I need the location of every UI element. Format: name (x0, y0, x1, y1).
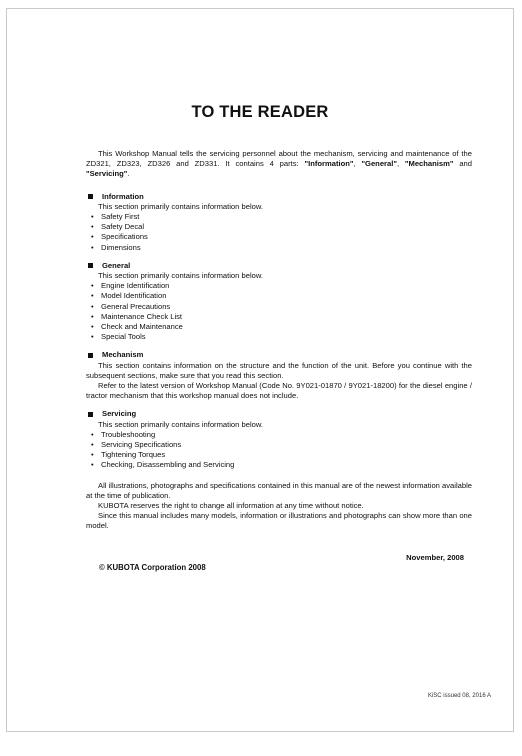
intro-text: This Workshop Manual tells the servicing personnel about the mechanism, servicing and maintenance of the ZD321, ZD323, ZD326 and ZD331. It contains 4 parts: (86, 149, 472, 169)
list-item-text: Special Tools (101, 332, 146, 342)
intro-paragraph (86, 149, 472, 180)
list-item-text: Troubleshooting (101, 429, 156, 439)
section-heading-text: Information (102, 191, 144, 201)
section-heading (86, 350, 472, 360)
list-item-text: Safety First (101, 212, 140, 221)
list-item (86, 232, 472, 242)
intro-end: . (127, 169, 130, 179)
list-item (86, 281, 472, 291)
bullet-icon: • (91, 460, 94, 470)
section-heading (86, 409, 472, 419)
list-item (86, 430, 472, 440)
closing-notes (86, 481, 472, 532)
bullet-icon: • (91, 232, 94, 242)
bullet-icon: • (91, 332, 94, 342)
section-information (86, 192, 472, 253)
section-paragraph: Refer to the latest version of Workshop Manual (Code No. 9Y021-01870 / 9Y021-18200) for the diesel engine / tractor mechanism that this workshop manual does not include. (86, 381, 472, 401)
list-item (86, 322, 472, 332)
section-servicing (86, 409, 472, 470)
list-item-text: General Precautions (101, 301, 171, 311)
bullet-icon: • (91, 450, 94, 460)
square-bullet-icon (88, 194, 93, 199)
section-heading-text: Servicing (102, 409, 137, 419)
list-item-text: Check and Maintenance (101, 322, 183, 332)
part-information: "Information" (304, 159, 354, 169)
section-heading-text: Mechanism (102, 350, 144, 360)
section-heading (86, 192, 472, 202)
square-bullet-icon (88, 263, 93, 268)
intro-separator: , (353, 159, 362, 169)
bullet-icon: • (91, 242, 94, 252)
list-item-text: Safety Decal (101, 222, 145, 232)
list-item-text: Checking, Disassembling and Servicing (101, 460, 235, 470)
section-heading (86, 261, 472, 271)
square-bullet-icon (88, 412, 93, 417)
list-item-text: Engine Identification (101, 281, 170, 291)
square-bullet-icon (88, 353, 93, 358)
list-item (86, 450, 472, 460)
bullet-icon: • (91, 281, 94, 291)
list-item-text: Dimensions (101, 242, 141, 252)
part-mechanism: "Mechanism" (404, 159, 454, 169)
intro-separator: , (396, 159, 405, 169)
intro-separator: and (453, 159, 472, 169)
section-heading-text: General (102, 260, 131, 270)
list-item-text: Maintenance Check List (101, 311, 183, 321)
bullet-icon: • (91, 291, 94, 301)
part-servicing: "Servicing" (86, 169, 128, 179)
bullet-icon: • (91, 212, 94, 221)
list-item (86, 222, 472, 232)
closing-paragraph: All illustrations, photographs and specifications contained in this manual are of the newest information available at the time of publication. (86, 480, 472, 500)
bullet-icon: • (91, 311, 94, 321)
section-description: This section primarily contains information below. (98, 271, 264, 280)
bullet-icon: • (91, 429, 94, 439)
list-item-text: Specifications (101, 232, 148, 242)
section-general (86, 261, 472, 343)
closing-paragraph: Since this manual includes many models, information or illustrations and photographs can show more than one model. (86, 511, 472, 531)
publication-date: November, 2008 (406, 553, 464, 562)
list-item-text: Servicing Specifications (101, 440, 182, 450)
bullet-icon: • (91, 322, 94, 332)
list-item-text: Model Identification (101, 291, 167, 301)
list-item (86, 212, 472, 222)
list-item (86, 440, 472, 450)
list-item (86, 332, 472, 342)
section-paragraph: This section contains information on the structure and the function of the unit. Before you continue with the subsequent sections, make sure that you read this section. (86, 360, 472, 380)
list-item (86, 312, 472, 322)
list-item (86, 460, 472, 470)
document-page (6, 8, 514, 732)
list-item (86, 302, 472, 312)
part-general: "General" (361, 159, 397, 169)
section-mechanism (86, 350, 472, 401)
document-body (86, 149, 472, 532)
closing-paragraph: KUBOTA reserves the right to change all information at any time without notice. (98, 501, 364, 511)
section-description: This section primarily contains information below. (98, 419, 264, 429)
footer-issue-code: KiSC issued 08, 2016 A (427, 693, 491, 699)
bullet-icon: • (91, 440, 94, 450)
list-item (86, 291, 472, 301)
page-title: TO THE READER (191, 103, 329, 121)
section-description: This section primarily contains information below. (98, 201, 264, 211)
bullet-icon: • (91, 222, 94, 232)
bullet-icon: • (91, 301, 94, 311)
list-item-text: Tightening Torques (101, 450, 166, 460)
list-item (86, 243, 472, 253)
copyright-notice: © KUBOTA Corporation 2008 (99, 563, 206, 572)
